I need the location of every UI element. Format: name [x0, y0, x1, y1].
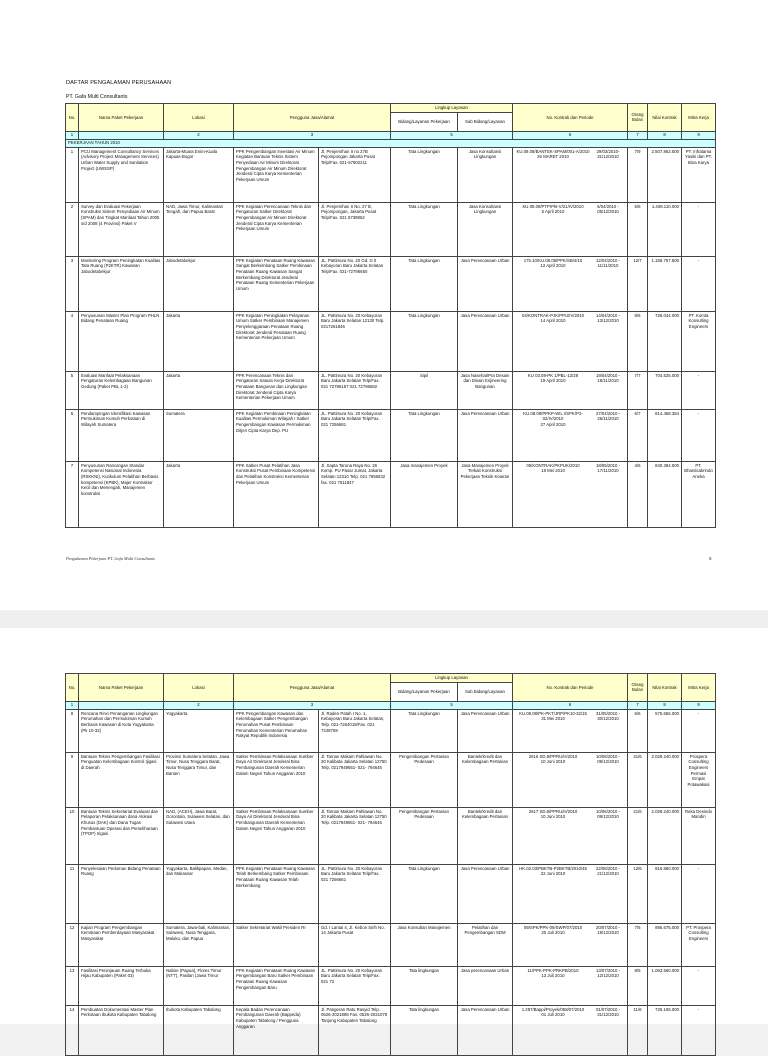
page-footer-text: Pengalaman Pekerjaan PT. Gafa Multi Consultants [66, 556, 155, 561]
document-page-2 [0, 628, 768, 1029]
row-nama-paket: Fasilitasi Peninjauan Ruang Terbuka Hijau Kabupaten (Paket 03) [79, 966, 164, 1005]
contract-period: 22/06/2010 - 21/12/2010 [595, 865, 621, 877]
table-header-row [66, 674, 716, 683]
row-pengguna: PPK Satker Pusat Pelatihan Jasa Konstruksi Pusat Pembinaan Kompetensi dan Pelatihan Konstruksi Kementerian Pekerjaan Umum [234, 461, 319, 527]
row-no: 7 [66, 461, 79, 527]
contract-number: 2617 SD.8/PPRU/H/2010 [528, 808, 578, 814]
row-orang-bulan: 4/6 [628, 461, 648, 527]
row-kontrak [513, 966, 628, 1005]
row-nilai: 728.044.000 [648, 311, 682, 371]
row-bidang: Tata Lingkungan [391, 202, 458, 256]
row-nilai: 575.656.000 [648, 709, 682, 752]
row-kontrak [513, 409, 628, 461]
header-lokasi: Lokasi [164, 104, 234, 132]
table-body-page-1 [66, 147, 716, 527]
row-alamat: Jl. Pangeran Ratu Rasyid Telp. 0526-2021886 Fax. 0526-2021079 Tanjung Kabupaten Tabalong [319, 1005, 391, 1055]
row-mitra: PT. Bhanticakrindo Aneka [682, 461, 716, 527]
contract-period: 10/06/2010 - 09/12/2010 [595, 753, 621, 765]
row-nilai: 814.458.364 [648, 409, 682, 461]
header-orang-bulan: Orang Bulan [628, 674, 648, 702]
contract-number: HK.02.03/PBKTB-P2BKTB/2010/45 [519, 865, 587, 871]
contract-number: KU.08.08/PTP/Pkt-V/21/IV/2010 [522, 203, 584, 209]
row-sub-bidang: Bantek/Kredit dan Kelembagaan Pertanian [458, 807, 513, 864]
contract-period: 31/05/2010 - 30/12/2010 [595, 710, 621, 722]
header-bidang: Bidang/Layanan Pekerjaan [391, 112, 458, 131]
row-no: 8 [66, 709, 79, 752]
table-row [66, 709, 716, 752]
row-kontrak [513, 864, 628, 923]
row-mitra: - [682, 966, 716, 1005]
row-lokasi: Jakarta [164, 311, 234, 371]
row-sub-bidang: Jasa Perencanaan Urban [458, 709, 513, 752]
header-orang-bulan: Orang Bulan [628, 104, 648, 132]
row-bidang: Tata Lingkungan [391, 311, 458, 371]
col-number: 1 [66, 131, 79, 139]
contract-number: 05/KONTRAK/PKPUK/2010 [526, 462, 580, 468]
col-number: 7 [628, 701, 648, 709]
col-number: 8 [648, 131, 682, 139]
table-header-row [66, 104, 716, 113]
row-mitra: PT. Infratama Yasiki dan PT. Bina Karya [682, 147, 716, 202]
experience-table [65, 103, 716, 528]
row-sub-bidang: Jasa Perencanaan Urban [458, 409, 513, 461]
row-no: 11 [66, 864, 79, 923]
header-nama-paket: Nama Paket Pekerjaan [79, 674, 164, 702]
row-lokasi: NAD, Jawa Timur, Kalimantan Tengah, dan Papua Barat [164, 202, 234, 256]
row-pengguna: PPK Kegiatan Perencanaan Teknis dan Pengaturan Satker Direktorat Pengembangan Air Minum Direktorat Jenderal Cipta Karya Kementerian Pekerjaan Umum [234, 202, 319, 256]
row-alamat: Gd. I Lantai 4, Jl. Kebon Sirih No. 14 Jakarta Pusat [319, 923, 391, 966]
header-pengguna: Pengguna Jasa/Alamat [234, 104, 391, 132]
col-number: 1 [66, 701, 79, 709]
row-bidang: Tata Lingkungan [391, 864, 458, 923]
col-number [79, 131, 164, 139]
row-pengguna: Satker Sekretariat Wakil Presiden RI [234, 923, 319, 966]
row-alamat: Jl. Raden Patah I No. 1, Kebayoran Baru Jakarta Selatan, Telp. 021-7264018/Fax. 021 7248769 [319, 709, 391, 752]
table-row [66, 752, 716, 807]
contract-date: 18 Mei 2010 [541, 468, 565, 474]
contract-date: 26 MARET 2010 [537, 154, 569, 160]
row-bidang: Tata lingkungan [391, 966, 458, 1005]
row-orang-bulan: 21/6 [628, 752, 648, 807]
row-orang-bulan: 6/7 [628, 409, 648, 461]
row-mitra: PT. Prospera Consulting Engineers [682, 923, 716, 966]
row-nama-paket: Bantuan Teknis Pengembangan Fasilitasi Penguatan Kelembagaan Kontrol Ijigasi di Daerah [79, 752, 164, 807]
document-title: DAFTAR PENGALAMAN PERUSAHAAN [66, 80, 172, 86]
header-kontrak: No. Kontrak dan Periode [513, 104, 628, 132]
header-nilai: Nilai Kontrak [648, 104, 682, 132]
row-nilai: 816.860.000 [648, 864, 682, 923]
row-alamat: JL. Pattimura No. 20 Kebayoran Baru Jakarta Selatan Telp/Fax. 021 72796157 021 72796682 [319, 371, 391, 409]
contract-period: 20/07/2010 - 19/12/2010 [595, 924, 621, 936]
row-nama-paket: Monitoring Program Peningkatan Kualitas Tata Ruang (P2KTR) Kawasan Jabodetabekjur [79, 256, 164, 311]
row-pengguna: PPK Pengembangan Kawasan dan Kelembagaan Satker Pengembangan Perumahan Pusat Pembinaan Perumahan Kementerian Perumahan Rakyat Republik Indonesia [234, 709, 319, 752]
row-kontrak [513, 371, 628, 409]
row-nilai: 840.394.500 [648, 461, 682, 527]
row-mitra: - [682, 409, 716, 461]
row-nama-paket: PCU Management Consultancy Services (Advisory Project Management Services) Urban Water Supply and Sanitation Project (UWSSP) [79, 147, 164, 202]
row-nilai: 726.165.000 [648, 1005, 682, 1055]
row-orang-bulan: 21/6 [628, 807, 648, 864]
row-kontrak [513, 461, 628, 527]
table-row [66, 147, 716, 202]
row-lokasi: Yogyakarta [164, 709, 234, 752]
row-sub-bidang: Bantek/Kredit dan Kelembagaan Pertanian [458, 752, 513, 807]
row-alamat: JL. Pattimura No. 20 Gd. G lt Kebayoran Baru Jakarta Selatan Telp/Fax. 021-72796650 [319, 256, 391, 311]
row-kontrak [513, 147, 628, 202]
row-nilai: 1.408.110.000 [648, 202, 682, 256]
header-nilai: Nilai Kontrak [648, 674, 682, 702]
row-pengguna: Kepala Badan Perencanaan Pembangunan Daerah (Bappeda) Kabupaten Tabalong / Pengguna Anggaran [234, 1005, 319, 1055]
contract-period: 13/07/2010 - 12/12/2010 [595, 967, 621, 979]
table-row [66, 311, 716, 371]
row-alamat: JL. Pattimura No. 20 Kebayoran Baru Jakarta Selatan Telp/Fax. 021 7256681 [319, 409, 391, 461]
row-lokasi: Jakarta [164, 461, 234, 527]
row-kontrak [513, 923, 628, 966]
row-no: 2 [66, 202, 79, 256]
row-lokasi: Jakarta [164, 371, 234, 409]
contract-date: 01 Juli 2010 [541, 1012, 565, 1018]
row-nama-paket: Bantuan Teknis Sekretariat Evaluasi dan Pelaporan Pelaksanaan dana Alokasi Khusus (DAK) dan Dana Tugas Pembantuan Operasi dan Pemeliharaan (TPOP) Irigasi [79, 807, 164, 864]
row-alamat: JL. Pattimura No. 20 Kebayoran Baru Jakarta Selatan Telp/Fax. 021 7256661 [319, 864, 391, 923]
row-bidang: Tata Lingkungan [391, 147, 458, 202]
row-pengguna: PPK Perencanaan Teknis dan Pengaturan Satuan Kerja Direktorat Penataan Bangunan dan Lingkungan Direktorat Jenderal Cipta Karya Kementerian Pekerjaan Umum [234, 371, 319, 409]
row-nilai: 2.028.240.000 [648, 807, 682, 864]
row-pengguna: PPK Kegiatan Penataan Ruang Kawasan Pengembangan Baru Satker Pembinaan Penataan Ruang Kawasan Pengembangan Baru [234, 966, 319, 1005]
row-lokasi: Provinsi Sumatera Selatan, Jawa Timur, Nusa Tenggara Barat, Nusa Tenggara Timur, dan Banten [164, 752, 234, 807]
contract-number: 1.287/Bappi/Proyek/058/07/2010 [521, 1006, 585, 1012]
row-sub-bidang: Jasa Konsultansi Lingkungan [458, 147, 513, 202]
header-bidang: Bidang/Layanan Pekerjaan [391, 682, 458, 701]
row-mitra: PT. Komta Konsulting Engineers [682, 311, 716, 371]
contract-date: 20 Juli 2010 [541, 930, 565, 936]
row-alamat: JL. Pattimura No. 20 Kebayoran Baru Jakarta Selatan Telp/Fax. 021 72 [319, 966, 391, 1005]
contract-period: 12/04/2010 - 11/11/2010 [595, 257, 621, 269]
row-orang-bulan: 7/5 [628, 923, 648, 966]
row-nama-paket: Survey dan Evaluasi Pekerjaan Konstruksi Sistem Penyediaan Air Minum (SPAM) dan Tingkat Manfaat Tahun 2005 s/d 2008 (4 Provinsi) Paket V [79, 202, 164, 256]
row-bidang: Sipil [391, 371, 458, 409]
row-orang-bulan: 7/9 [628, 147, 648, 202]
header-kontrak: No. Kontrak dan Periode [513, 674, 628, 702]
row-lokasi: Jakarta-Muara Enim-Kuala Kapuas-Bogor [164, 147, 234, 202]
row-no: 6 [66, 409, 79, 461]
row-bidang: Tata Lingkungan [391, 409, 458, 461]
row-nilai: 2.507.862.500 [648, 147, 682, 202]
row-sub-bidang: Jasa Konsultansi Lingkungan [458, 202, 513, 256]
row-nama-paket: Penyelesaian Pedoman Bidang Penataan Ruang [79, 864, 164, 923]
contract-number: KU 03.08-PK 1/PBL-12/28 [527, 372, 579, 378]
row-orang-bulan: 6/6 [628, 709, 648, 752]
table-row [66, 409, 716, 461]
col-number: 6 [513, 701, 628, 709]
column-number-row [66, 701, 716, 709]
row-nama-paket: Penyusunan Rancangan Standar Kompetensi Nasional Indonesia (RSKKNI), Kurikulum Pelatihan Berbasis kompetensi (KPBK), Majer Kontraktor Kecil dan Menengah, Manajemen konstruksi [79, 461, 164, 527]
contract-number: KU.08.08/PPKP-WIL I/SPK/P2-02/IV/2010 [523, 410, 583, 422]
section-row [66, 139, 716, 147]
row-nilai: 704.525.000 [648, 371, 682, 409]
row-kontrak [513, 709, 628, 752]
contract-date: 27 April 2010 [540, 422, 566, 428]
contract-date: 5 April 2010 [541, 209, 565, 215]
row-nama-paket: Rencana Rinci Penanganan Lingkungan Perumahan dan Permukiman Kumuh Berbasis Kawasan di Kota Yogyakarta (Pk 10-32) [79, 709, 164, 752]
header-lingkup: Lingkup Layanan [391, 104, 513, 113]
row-mitra: - [682, 864, 716, 923]
row-mitra: - [682, 256, 716, 311]
row-lokasi: Sumatera [164, 409, 234, 461]
page-gap [0, 610, 768, 628]
table-body-page-2 [66, 709, 716, 1055]
contract-number: 11/PPK-PPK-PRKPB/2010 [527, 967, 579, 973]
row-mitra: - [682, 371, 716, 409]
row-no: 3 [66, 256, 79, 311]
row-orang-bulan: 12/6 [628, 864, 648, 923]
contract-date: 19 April 2010 [540, 378, 566, 384]
row-mitra: - [682, 202, 716, 256]
col-number: 3 [234, 131, 391, 139]
row-sub-bidang: Jasa Nasehat/Pra Desain dan Disain Enjineering Bangunan [458, 371, 513, 409]
contract-period: 14/04/2010 - 13/12/2010 [595, 312, 621, 324]
col-number: 8 [648, 701, 682, 709]
row-no: 5 [66, 371, 79, 409]
row-kontrak [513, 311, 628, 371]
header-no: No. [66, 104, 79, 132]
row-bidang: Tata Lingkungan [391, 709, 458, 752]
table-row [66, 966, 716, 1005]
row-sub-bidang: Pelatihan dan Pengembangan SDM [458, 923, 513, 966]
row-kontrak [513, 1005, 628, 1055]
header-lingkup: Lingkup Layanan [391, 674, 513, 683]
section-title: PEKERJAAN TAHUN 2010 [66, 139, 716, 147]
row-bidang: Jasa manajemen Proyek [391, 461, 458, 527]
row-alamat: JL. Pattimura No. 20 Kebayoran Baru Jakarta Selatan 12130 Telp. 0217261846 [319, 311, 391, 371]
row-nama-paket: Pendampingan Identifikasi Kawasan Permukiman Kumuh Perkotaan di Wilayah Sumatera [79, 409, 164, 461]
table-row [66, 807, 716, 864]
contract-number: KU.08.08/BANTEK-SPAM/001-A/2010 [516, 148, 590, 154]
row-lokasi: Yogyakarta, Balikpapan, Medan, dan Makassar [164, 864, 234, 923]
contract-date: 31 Mei 2010 [541, 716, 565, 722]
row-nama-paket: Penyusunan Master Plan Program PHLN Bidang Penataan Ruang [79, 311, 164, 371]
row-pengguna: PPK Kegiatan Penataan Ruang Kawasan Telah Berkembang Satker Pembinaan Penataan Ruang Kawasan Telah Berkembang [234, 864, 319, 923]
contract-date: 13 Juli 2010 [541, 973, 565, 979]
contract-period: 18/05/2010 - 17/11/2010 [595, 462, 621, 474]
row-kontrak [513, 202, 628, 256]
header-lokasi: Lokasi [164, 674, 234, 702]
row-bidang: Tata lingkungan [391, 1005, 458, 1055]
row-pengguna: Satker Pembinaan Pelaksanaan Sumber Daya Air Direktorat Jenderal Bina Pembangunan Daerah Kementerian Dalam Negeri Tahun Anggaran 2010 [234, 807, 319, 864]
row-bidang: Pengembangan Pertanian Pedesaan [391, 807, 458, 864]
row-kontrak [513, 752, 628, 807]
header-sub-bidang: Sub Bidang/Layanan [458, 682, 513, 701]
table-row [66, 1005, 716, 1055]
col-number: 7 [628, 131, 648, 139]
row-bidang: Jasa Konsultan Manajemen [391, 923, 458, 966]
table-row [66, 923, 716, 966]
contract-period: 5/04/2010 - 05/12/2010 [597, 203, 619, 215]
row-sub-bidang: Jasa perencanaan Urban [458, 966, 513, 1005]
table-row [66, 461, 716, 527]
row-nilai: 1.063.560.000 [648, 966, 682, 1005]
row-sub-bidang: Jasa Perencanaan Urban [458, 256, 513, 311]
row-no: 9 [66, 752, 79, 807]
table-row [66, 371, 716, 409]
row-orang-bulan: 5/6 [628, 202, 648, 256]
header-mitra: Mitra Kerja [682, 104, 716, 132]
col-number: 5 [391, 701, 513, 709]
row-no: 4 [66, 311, 79, 371]
row-mitra: - [682, 1005, 716, 1055]
row-no: 12 [66, 923, 79, 966]
col-number [79, 701, 164, 709]
header-no: No. [66, 674, 79, 702]
experience-table-continued [65, 673, 716, 1056]
row-alamat: Jl. Sapta Taruna Raya No. 26 Komp. PU Pasar Jumat, Jakarta Selatan 12310 Telp. 021 7656532 fax. 021 7511847 [319, 461, 391, 527]
contract-date: 14 April 2010 [540, 318, 566, 324]
row-alamat: Jl. Penjernihan II No. 27 B, Pejompongan, Jakarta Pusat Telp/Fax. 021 5739862 [319, 202, 391, 256]
row-no: 1 [66, 147, 79, 202]
contract-number: 2616 SD.8/PPRU/H/2010 [528, 753, 578, 759]
row-orang-bulan: 7/7 [628, 371, 648, 409]
row-lokasi: Ibukota Kabupaten Tabalong [164, 1005, 234, 1055]
col-number: 2 [164, 701, 234, 709]
row-nama-paket: Pembuatan Dokumentasi Master Plan Perkotaan Ibukota Kabupaten Tabalong [79, 1005, 164, 1055]
page-number: 5 [709, 556, 712, 561]
row-pengguna: PPK Kegiatan Peningkatan Pelayanan Umum Satker Pembinaan Manajemen Penyelenggaraan Penataan Ruang Direktorat Jenderal Penataan Ruang Kementerian Pekerjaan Umum [234, 311, 319, 371]
row-orang-bulan: 11/6 [628, 1005, 648, 1055]
row-nilai: 1.159.757.500 [648, 256, 682, 311]
row-pengguna: PPK Kegiatan Pembinaan Peningkatan Kualitas Permukiman Wilayah I Satker Pengembangan Kawasan Permukiman Ditjen Cipta Karya Dep. PU [234, 409, 319, 461]
header-pengguna: Pengguna Jasa/Alamat [234, 674, 391, 702]
row-bidang: Pengembangan Pertanian Pedesaan [391, 752, 458, 807]
row-alamat: Jl. Taman Makam Pahlawan No. 20 Kalibata Jakarta Selatan 12750 Telp. 0217949651- 021- 794645 [319, 752, 391, 807]
contract-date: 10 Juni 2010 [540, 814, 566, 820]
row-no: 10 [66, 807, 79, 864]
col-number: 2 [164, 131, 234, 139]
row-alamat: Jl. Taman Makam Pahlawan No. 20 Kalibata Jakarta Selatan 12750 Telp. 0217949651- 021- 794645 [319, 807, 391, 864]
row-mitra: Prospera Consulting Engineers Permasi Empat Potawakasi [682, 752, 716, 807]
row-orang-bulan: 8/5 [628, 966, 648, 1005]
row-kontrak [513, 256, 628, 311]
contract-number: 175.10/KU.08.08/PPK/SB/4/10 [523, 257, 583, 263]
row-lokasi: Sumatera, Jawa-bali, Kalimantan, Sulawesi, Nusa Tenggara, Maluku, dan Papua [164, 923, 234, 966]
row-pengguna: PPK Pengembangan Investasi Air Minum Kegiatan Bantuan Teknis Sistem Penyediaan Air Minum Direktorat Pengembangan Air Minum Direktorat Jenderal Cipta Karya Kementerian Pekerjaan Umum [234, 147, 319, 202]
row-kontrak [513, 807, 628, 864]
row-lokasi: NAD, (ACEH), Jawa Barat, Gorontalo, Sulawesi Selatan, dan Sulawesi Utara [164, 807, 234, 864]
company-name: PT. Gafa Multi Consultants [66, 94, 128, 100]
contract-date: 22 Juni 2010 [540, 871, 566, 877]
row-mitra: - [682, 709, 716, 752]
row-lokasi: Nabire (Papua), Flores Timur (NTT), Pasilan (Jawa Timur [164, 966, 234, 1005]
row-sub-bidang: Jasa Perencanaan Urban [458, 1005, 513, 1055]
contract-period: 19/04/2010 - 18/11/2010 [595, 372, 621, 384]
table-row [66, 864, 716, 923]
col-number: 9 [682, 701, 716, 709]
contract-number: 04/KONTRAK-PJK/PPU/IV/2010 [521, 312, 585, 318]
row-nilai: 895.675.000 [648, 923, 682, 966]
row-lokasi: Jabodetabekjur [164, 256, 234, 311]
row-orang-bulan: 12/7 [628, 256, 648, 311]
contract-period: 10/06/2010 - 09/12/2010 [595, 808, 621, 820]
row-pengguna: Satker Pembinaan Pelaksanaan Sumber Daya Air Direktorat Jenderal Bina Pembangunan Daerah Kementerian Dalam Negeri Tahun Anggaran 2010 [234, 752, 319, 807]
row-bidang: Tata Lingkungan [391, 256, 458, 311]
row-nilai: 2.028.240.000 [648, 752, 682, 807]
contract-number: 09/SPK/PPK-09/SWP/07/2010 [523, 924, 583, 930]
header-nama-paket: Nama Paket Pekerjaan [79, 104, 164, 132]
contract-period: 01/07/2010 - 31/12/2010 [595, 1006, 621, 1018]
row-nama-paket: Kajian Program Pengembangan Kemitraan Pemberdayaan Masyarakat Masyarakat [79, 923, 164, 966]
table-row [66, 256, 716, 311]
contract-date: 10 Juni 2010 [540, 759, 566, 765]
row-sub-bidang: Jasa Perencanaan Urban [458, 864, 513, 923]
row-mitra: Reka Desindo Mandiri [682, 807, 716, 864]
header-sub-bidang: Sub Bidang/Layanan [458, 112, 513, 131]
col-number: 3 [234, 701, 391, 709]
row-no: 13 [66, 966, 79, 1005]
header-mitra: Mitra Kerja [682, 674, 716, 702]
contract-period: 29/03/2010-31/12/2010 [596, 148, 620, 160]
contract-date: 12 April 2010 [540, 263, 566, 269]
row-nama-paket: Evaluasi Manfaat Pelaksanaan Pengaturan Kelembagaan Bangunan Gedung (Paket PBL 1-2) [79, 371, 164, 409]
col-number: 6 [513, 131, 628, 139]
col-number: 9 [682, 131, 716, 139]
contract-number: KU.08.08/PK-PKT/JRP/PK10-32/15 [519, 710, 587, 716]
column-number-row [66, 131, 716, 139]
row-alamat: Jl. Penjernihan II no 27B Pejompongan Jakarta Pusat Telp/Fax. 021-57902211 [319, 147, 391, 202]
row-sub-bidang: Jasa Manajemen Proyek Terkait Konstruksi Pekerjaan Teknik Keairan [458, 461, 513, 527]
row-no: 14 [66, 1005, 79, 1055]
row-sub-bidang: Jasa Perencanaan Urban [458, 311, 513, 371]
contract-period: 27/04/2010 - 26/11/2010 [595, 410, 621, 422]
row-orang-bulan: 8/6 [628, 311, 648, 371]
col-number: 5 [391, 131, 513, 139]
table-row [66, 202, 716, 256]
row-pengguna: PPK Kegiatan Penataan Ruang Kawasan Sangat Berkembang Satker Pembinaan Penataan Ruang Kawasan Sangat Berkembang Direktorat Jenderal Penataan Ruang Kementerian Pekerjaan Umum [234, 256, 319, 311]
